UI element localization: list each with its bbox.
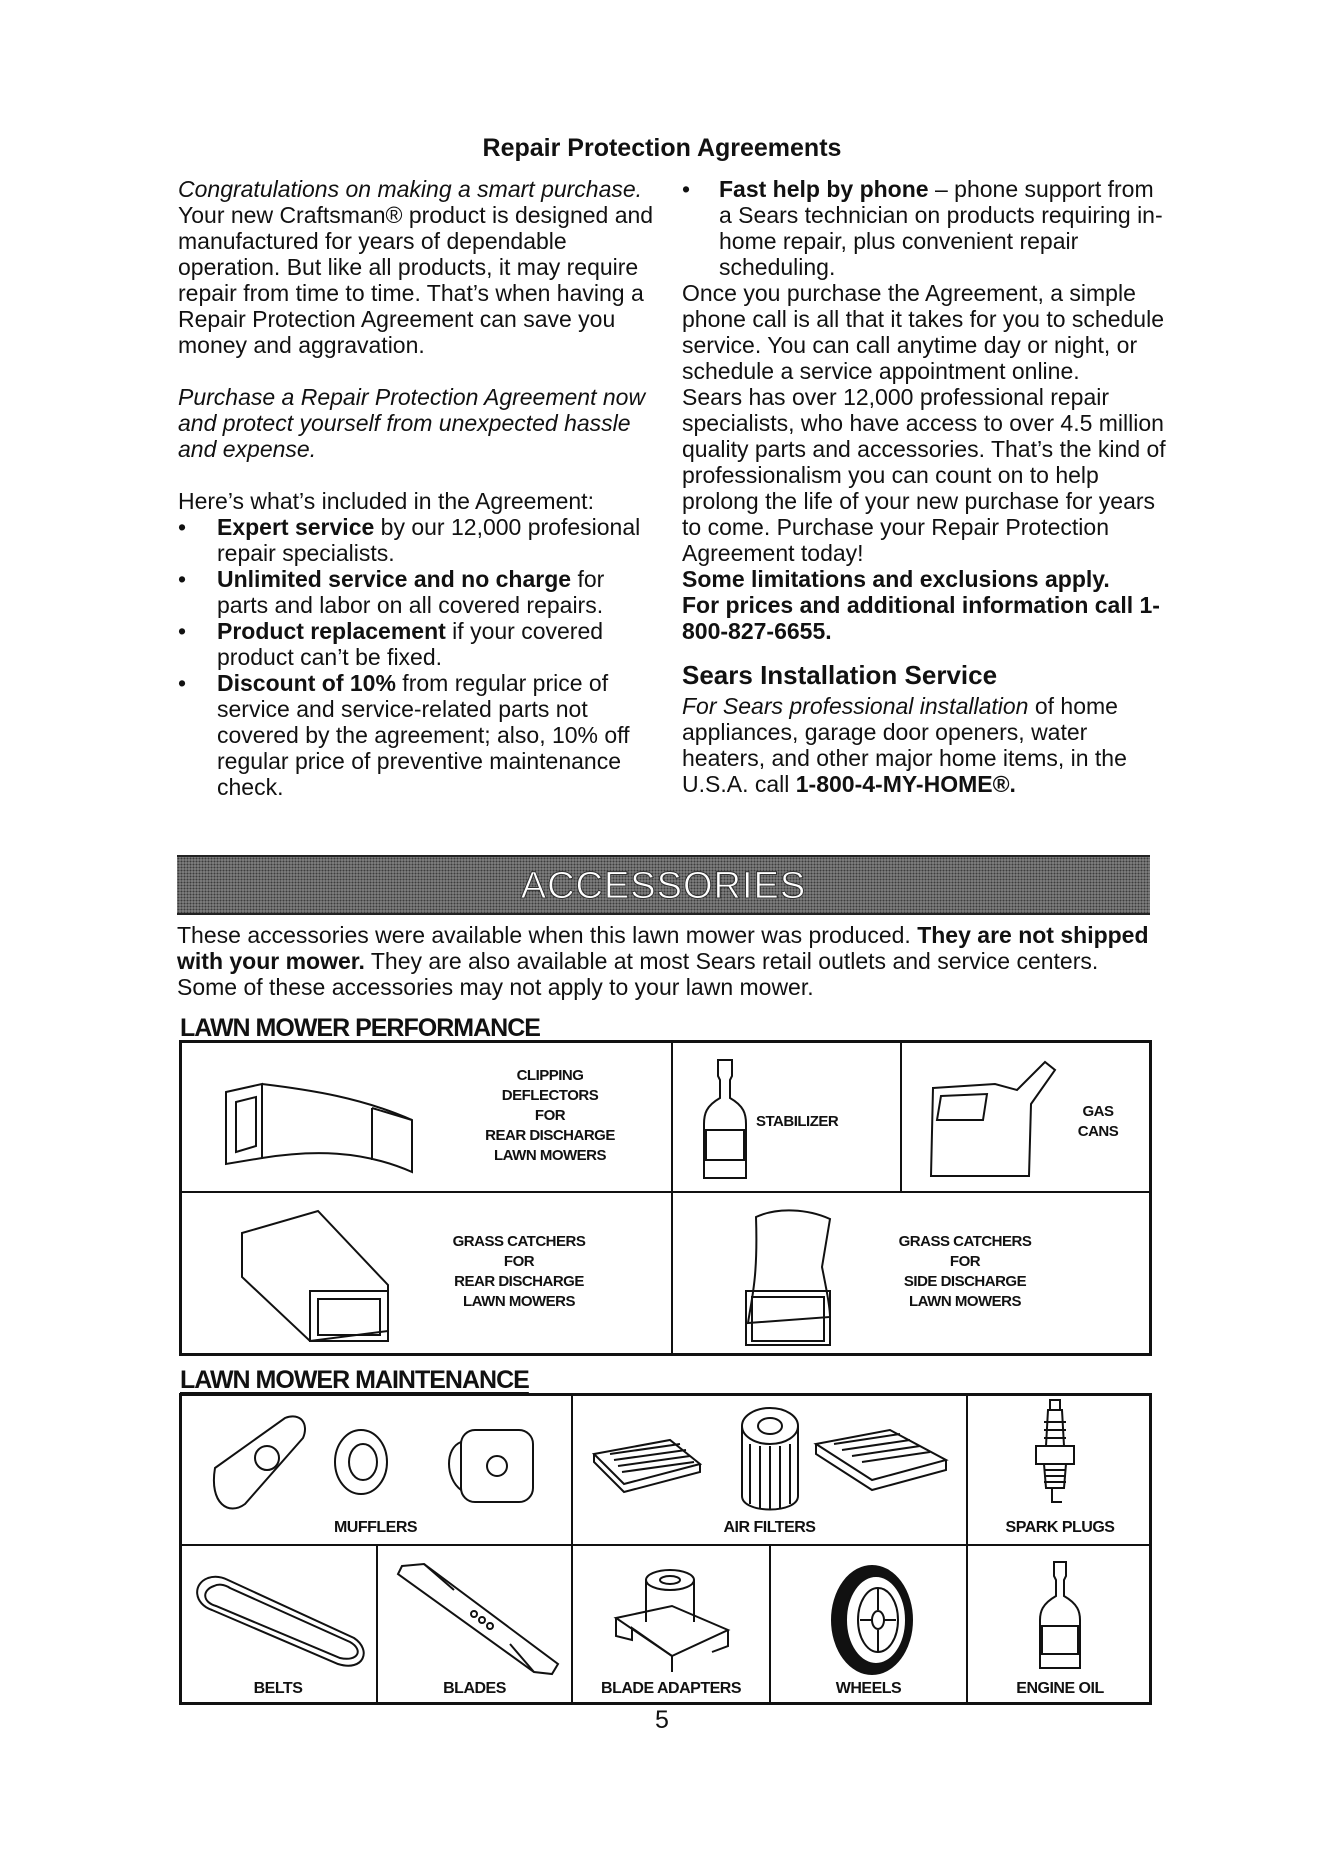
specialists-paragraph: Sears has over 12,000 professional repair specialists, who have access to over 4.5 million quality parts and accessories. That’s the kind of professionalism you can count on to help prolong the life of your new purchase for years to come. Purchase your Repair Protection Agreement today! bbox=[682, 384, 1166, 566]
mufflers-label: MUFFLERS bbox=[333, 1519, 418, 1536]
right-column bbox=[682, 176, 1172, 797]
belts-icon bbox=[188, 1564, 374, 1674]
repair-protection-title: Repair Protection Agreements bbox=[482, 134, 842, 162]
once-purchase-paragraph: Once you purchase the Agreement, a simple phone call is all that it takes for you to schedule service. You can call anytime day or night, or schedule a service appointment online. bbox=[682, 280, 1165, 384]
side-grass-catcher-icon bbox=[738, 1207, 838, 1347]
page-number: 5 bbox=[655, 1706, 669, 1734]
list-item: • Product replacement if your covered product can’t be fixed. bbox=[178, 618, 656, 670]
air-filters-icon bbox=[590, 1404, 950, 1514]
wheels-label: WHEELS bbox=[835, 1680, 902, 1697]
list-item: • Fast help by phone – phone support from a Sears technician on products requiring in-home repair, plus convenient repair scheduling. bbox=[682, 176, 1172, 280]
accessories-intro: These accessories were available when this lawn mower was produced. They are not shipped with your mower. They are also available at most Sears retail outlets and service centers. Some of these accessories may not apply to your lawn mower. bbox=[177, 922, 1149, 1000]
rear-grass-catchers-label: GRASS CATCHERS FOR REAR DISCHARGE LAWN MOWERS bbox=[452, 1233, 586, 1310]
spark-plug-icon bbox=[1030, 1398, 1080, 1516]
list-item: • Unlimited service and no charge for parts and labor on all covered repairs. bbox=[178, 566, 656, 618]
wheel-icon bbox=[820, 1558, 920, 1678]
included-list bbox=[178, 514, 656, 800]
rear-grass-catcher-icon bbox=[238, 1207, 398, 1347]
purchase-paragraph: Purchase a Repair Protection Agreement now and protect yourself from unexpected hassle and expense. bbox=[178, 384, 646, 462]
belts-label: BELTS bbox=[253, 1680, 303, 1697]
clipping-deflectors-label: CLIPPING DEFLECTORS FOR REAR DISCHARGE LAWN MOWERS bbox=[485, 1067, 615, 1164]
limitations-notice: Some limitations and exclusions apply. bbox=[682, 566, 1110, 592]
spark-plugs-label: SPARK PLUGS bbox=[1005, 1519, 1115, 1536]
mufflers-icon bbox=[205, 1408, 545, 1518]
blade-adapters-label: BLADE ADAPTERS bbox=[601, 1680, 741, 1697]
engine-oil-label: ENGINE OIL bbox=[1016, 1680, 1104, 1697]
gas-cans-label: GAS CANS bbox=[1077, 1103, 1119, 1140]
maintenance-title: LAWN MOWER MAINTENANCE bbox=[180, 1366, 529, 1394]
blade-adapter-icon bbox=[612, 1566, 732, 1676]
engine-oil-bottle-icon bbox=[1036, 1560, 1084, 1672]
accessories-heading: ACCESSORIES bbox=[520, 865, 807, 907]
performance-title: LAWN MOWER PERFORMANCE bbox=[180, 1014, 540, 1042]
prices-phone-notice: For prices and additional information call 1-800-827-6655. bbox=[682, 592, 1160, 644]
list-item: • Discount of 10% from regular price of service and service-related parts not covered by the agreement; also, 10% off regular price of preventive maintenance check. bbox=[178, 670, 656, 800]
installation-paragraph: For Sears professional installation of home appliances, garage door openers, water heaters, and other major home items, in the U.S.A. call 1-800-4-MY-HOME®. bbox=[682, 693, 1127, 797]
stabilizer-label: STABILIZER bbox=[756, 1113, 839, 1130]
gas-can-icon bbox=[925, 1060, 1070, 1180]
accessories-banner bbox=[177, 855, 1150, 915]
list-item: • Expert service by our 12,000 profesional repair specialists. bbox=[178, 514, 656, 566]
blade-icon bbox=[394, 1560, 566, 1680]
air-filters-label: AIR FILTERS bbox=[723, 1519, 816, 1536]
side-grass-catchers-label: GRASS CATCHERS FOR SIDE DISCHARGE LAWN MOWERS bbox=[898, 1233, 1032, 1310]
installation-title: Sears Installation Service bbox=[682, 660, 998, 690]
stabilizer-bottle-icon bbox=[700, 1058, 750, 1182]
blades-label: BLADES bbox=[443, 1680, 506, 1697]
phone-help-list bbox=[682, 176, 1172, 280]
left-column bbox=[178, 176, 656, 800]
intro-paragraph: Congratulations on making a smart purchase. Your new Craftsman® product is designed and manufactured for years of dependable operation. But like all products, it may require repair from time to time. That’s when having a Repair Protection Agreement can save you money and aggravation. bbox=[178, 176, 654, 358]
included-heading: Here’s what’s included in the Agreement: bbox=[178, 488, 594, 514]
clipping-deflector-icon bbox=[222, 1080, 422, 1180]
